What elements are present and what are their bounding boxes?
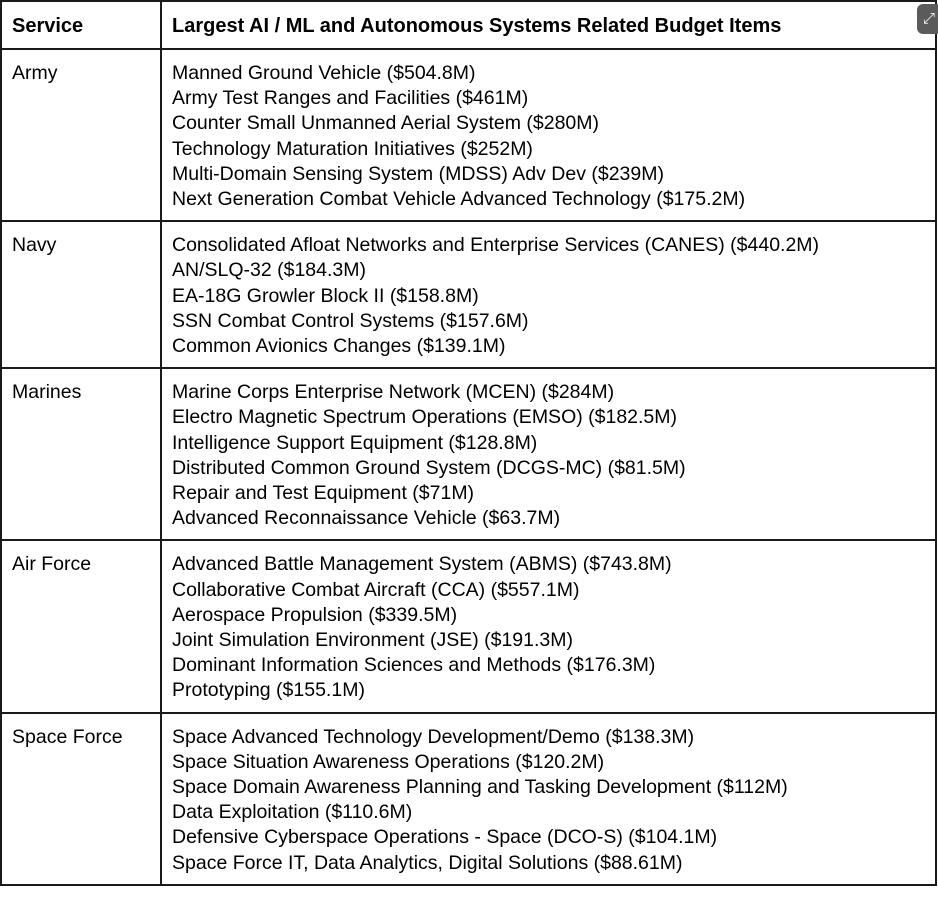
budget-items-cell [161,221,936,368]
table-row [1,221,936,368]
budget-item: Data Exploitation ($110.6M) [172,801,413,824]
service-cell: Navy [1,221,161,368]
budget-item: Manned Ground Vehicle ($504.8M) [172,62,476,84]
budget-items-cell [161,49,936,221]
budget-item: Dominant Information Sciences and Methods ($176.3M) [172,654,656,677]
budget-item: Multi-Domain Sensing System (MDSS) Adv Dev ($239M) [172,162,664,185]
budget-item: Joint Simulation Environment (JSE) ($191.3M) [172,629,573,652]
budget-item: Prototyping ($155.1M) [172,679,365,702]
budget-item: Space Advanced Technology Development/Demo ($138.3M) [172,725,695,748]
table-row [1,368,936,540]
expand-icon: ⤢ [923,10,936,27]
service-cell: Air Force [1,540,161,712]
budget-item: Defensive Cyberspace Operations - Space (DCO-S) ($104.1M) [172,826,718,849]
budget-item: EA-18G Growler Block II ($158.8M) [172,284,479,307]
budget-item: Collaborative Combat Aircraft (CCA) ($557.1M) [172,578,580,601]
table-row [1,713,936,885]
header-service: Service [1,1,161,49]
budget-item: Technology Maturation Initiatives ($252M) [172,137,533,160]
expand-button[interactable] [917,4,938,34]
header-row [1,1,936,49]
table-body [1,49,936,885]
budget-item: Space Force IT, Data Analytics, Digital Solutions ($88.61M) [172,851,683,874]
budget-item: Distributed Common Ground System (DCGS-MC) ($81.5M) [172,456,686,479]
budget-item: Space Situation Awareness Operations ($120.2M) [172,750,605,773]
budget-item: Intelligence Support Equipment ($128.8M) [172,431,538,454]
budget-item: Electro Magnetic Spectrum Operations (EMSO) ($182.5M) [172,406,678,429]
budget-item: AN/SLQ-32 ($184.3M) [172,259,367,282]
budget-item: Advanced Reconnaissance Vehicle ($63.7M) [172,507,561,530]
budget-item: Consolidated Afloat Networks and Enterprise Services (CANES) ($440.2M) [172,234,820,257]
budget-item: Army Test Ranges and Facilities ($461M) [172,87,529,110]
service-cell: Army [1,49,161,221]
budget-item: Space Domain Awareness Planning and Tasking Development ($112M) [172,776,788,799]
budget-item: Advanced Battle Management System (ABMS) ($743.8M) [172,553,672,576]
budget-items-cell [161,368,936,540]
budget-item: Aerospace Propulsion ($339.5M) [172,603,458,626]
budget-item: Repair and Test Equipment ($71M) [172,482,475,505]
budget-item: Marine Corps Enterprise Network (MCEN) ($284M) [172,381,615,404]
budget-items-cell [161,713,936,885]
header-budget-items: Largest AI / ML and Autonomous Systems Related Budget Items [161,1,936,49]
budget-item: Common Avionics Changes ($139.1M) [172,335,506,358]
service-cell: Space Force [1,713,161,885]
table-row [1,49,936,221]
budget-item: SSN Combat Control Systems ($157.6M) [172,309,529,332]
service-cell: Marines [1,368,161,540]
budget-item: Next Generation Combat Vehicle Advanced Technology ($175.2M) [172,188,746,211]
budget-item: Counter Small Unmanned Aerial System ($280M) [172,112,600,135]
budget-items-cell [161,540,936,712]
table-row [1,540,936,712]
